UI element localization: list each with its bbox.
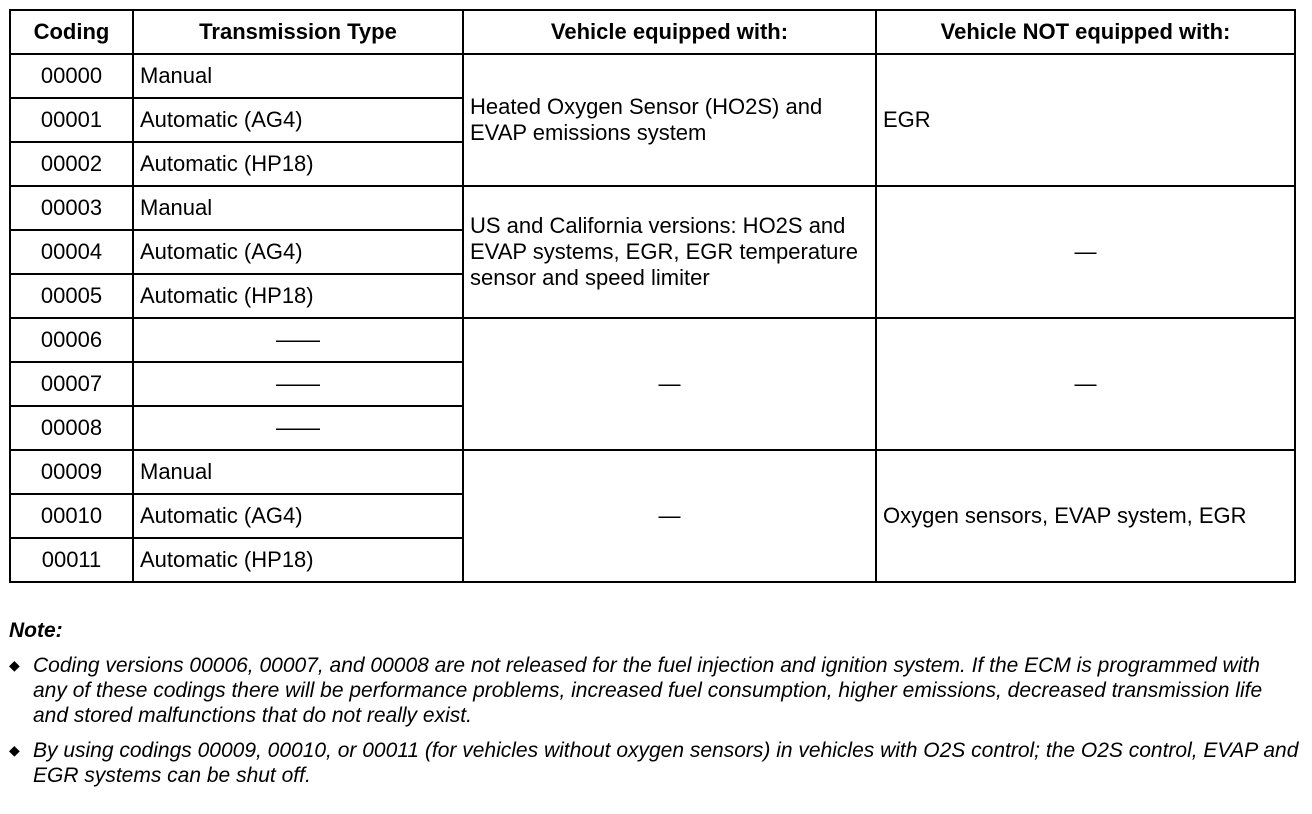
coding-cell: 00007 (10, 362, 133, 406)
diamond-bullet-icon: ◆ (9, 657, 20, 673)
header-vehicle-not-equipped: Vehicle NOT equipped with: (876, 10, 1295, 54)
transmission-cell: Automatic (HP18) (133, 274, 463, 318)
note-text: Coding versions 00006, 00007, and 00008 are not released for the fuel injection and ignition system. If the ECM is programmed with any of these codings there will be performance problems, increased fuel consumption, higher emissions, decreased transmission life and stored malfunctions that do not really exist. (33, 654, 1263, 727)
coding-cell: 00001 (10, 98, 133, 142)
header-vehicle-equipped: Vehicle equipped with: (463, 10, 876, 54)
not-equipped-cell: EGR (876, 54, 1295, 186)
transmission-cell: —— (133, 406, 463, 450)
coding-cell: 00005 (10, 274, 133, 318)
table-row (10, 318, 1295, 362)
note-item (9, 653, 1299, 728)
equipped-cell: — (463, 450, 876, 582)
note-item (9, 738, 1299, 788)
diamond-bullet-icon: ◆ (9, 742, 20, 758)
coding-cell: 00008 (10, 406, 133, 450)
transmission-cell: —— (133, 362, 463, 406)
table-row (10, 54, 1295, 98)
coding-cell: 00000 (10, 54, 133, 98)
coding-table (9, 9, 1296, 583)
transmission-cell: Manual (133, 54, 463, 98)
coding-cell: 00010 (10, 494, 133, 538)
note-text: By using codings 00009, 00010, or 00011 (for vehicles without oxygen sensors) in vehicles with O2S control; the O2S control, EVAP and EGR systems can be shut off. (33, 739, 1299, 787)
coding-cell: 00006 (10, 318, 133, 362)
equipped-cell: Heated Oxygen Sensor (HO2S) and EVAP emissions system (463, 54, 876, 186)
table-row (10, 186, 1295, 230)
transmission-cell: —— (133, 318, 463, 362)
transmission-cell: Manual (133, 450, 463, 494)
equipped-cell: — (463, 318, 876, 450)
header-row (10, 10, 1295, 54)
notes-section (9, 618, 1299, 798)
coding-cell: 00009 (10, 450, 133, 494)
transmission-cell: Automatic (AG4) (133, 98, 463, 142)
transmission-cell: Automatic (AG4) (133, 494, 463, 538)
transmission-cell: Automatic (HP18) (133, 142, 463, 186)
transmission-cell: Automatic (HP18) (133, 538, 463, 582)
transmission-cell: Manual (133, 186, 463, 230)
not-equipped-cell: Oxygen sensors, EVAP system, EGR (876, 450, 1295, 582)
coding-cell: 00003 (10, 186, 133, 230)
not-equipped-cell: — (876, 318, 1295, 450)
coding-cell: 00004 (10, 230, 133, 274)
table-row (10, 450, 1295, 494)
note-title: Note: (9, 619, 63, 642)
coding-cell: 00002 (10, 142, 133, 186)
header-coding: Coding (10, 10, 133, 54)
not-equipped-cell: — (876, 186, 1295, 318)
header-transmission-type: Transmission Type (133, 10, 463, 54)
coding-cell: 00011 (10, 538, 133, 582)
equipped-cell: US and California versions: HO2S and EVAP systems, EGR, EGR temperature sensor and speed limiter (463, 186, 876, 318)
transmission-cell: Automatic (AG4) (133, 230, 463, 274)
